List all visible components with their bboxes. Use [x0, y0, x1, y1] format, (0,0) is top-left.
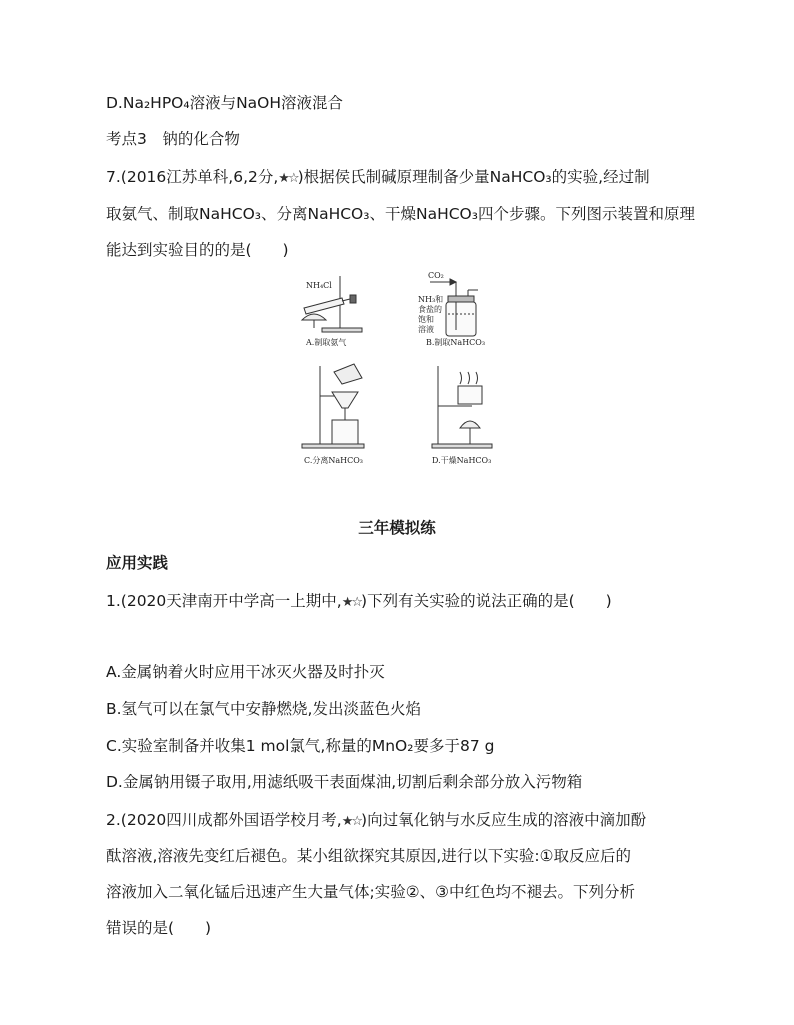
- q7-line2: 取氨气、制取NaHCO₃、分离NaHCO₃、干燥NaHCO₃四个步骤。下列图示装置和原理: [106, 205, 695, 223]
- fig-b-label4: 溶液: [418, 325, 434, 334]
- q7-source: 7.(2016江苏单科,6,2分,: [106, 168, 279, 186]
- option-d: D.Na₂HPO₄溶液与NaOH溶液混合: [106, 94, 344, 112]
- q1-question: )下列有关实验的说法正确的是( ): [361, 592, 612, 610]
- q2-line1: [106, 810, 646, 832]
- difficulty-star-icon: ★☆: [341, 814, 362, 829]
- q2-source: 2.(2020四川成都外国语学校月考,: [106, 811, 342, 829]
- fig-a-caption: A.制取氨气: [306, 338, 347, 347]
- q7-line3: 能达到实验目的的是( ): [106, 241, 289, 259]
- subsection-heading: 应用实践: [106, 554, 169, 572]
- fig-b-gas: CO₂: [428, 271, 444, 280]
- fig-b-caption: B.制取NaHCO₃: [426, 338, 486, 347]
- q1-source: 1.(2020天津南开中学高一上期中,: [106, 592, 342, 610]
- section-title: 考点3 钠的化合物: [106, 130, 240, 148]
- q2-stem: )向过氧化钠与水反应生成的溶液中滴加酚: [361, 811, 647, 829]
- fig-b-label3: 饱和: [418, 315, 434, 324]
- fig-a-label: NH₄Cl: [306, 281, 332, 290]
- section-heading: 三年模拟练: [358, 519, 436, 537]
- q1-option-b: B.氢气可以在氯气中安静燃烧,发出淡蓝色火焰: [106, 700, 421, 718]
- apparatus-c: [302, 364, 364, 448]
- q7-line1: [106, 167, 650, 189]
- q1-stem: [106, 591, 612, 613]
- q2-line3: 溶液加入二氧化锰后迅速产生大量气体;实验②、③中红色均不褪去。下列分析: [106, 883, 636, 901]
- difficulty-star-icon: ★☆: [278, 171, 298, 186]
- q7-stem: )根据侯氏制碱原理制备少量NaHCO₃的实验,经过制: [297, 168, 650, 186]
- apparatus-d: [432, 366, 492, 448]
- q1-option-a: A.金属钠着火时应用干冰灭火器及时扑灭: [106, 663, 385, 681]
- difficulty-star-icon: ★☆: [341, 595, 362, 610]
- q1-option-c: C.实验室制备并收集1 mol氯气,称量的MnO₂要多于87 g: [106, 737, 495, 755]
- fig-b-label2: 食盐的: [418, 305, 442, 314]
- q1-option-d: D.金属钠用镊子取用,用滤纸吸干表面煤油,切割后剩余部分放入污物箱: [106, 773, 583, 791]
- q2-line2: 酞溶液,溶液先变红后褪色。某小组欲探究其原因,进行以下实验:①取反应后的: [106, 847, 631, 865]
- fig-b-label1: NH₃和: [418, 295, 444, 304]
- fig-d-caption: D.干燥NaHCO₃: [432, 456, 492, 465]
- apparatus-figure: [292, 268, 512, 468]
- q2-line4: 错误的是( ): [106, 919, 212, 937]
- fig-c-caption: C.分离NaHCO₃: [304, 456, 364, 465]
